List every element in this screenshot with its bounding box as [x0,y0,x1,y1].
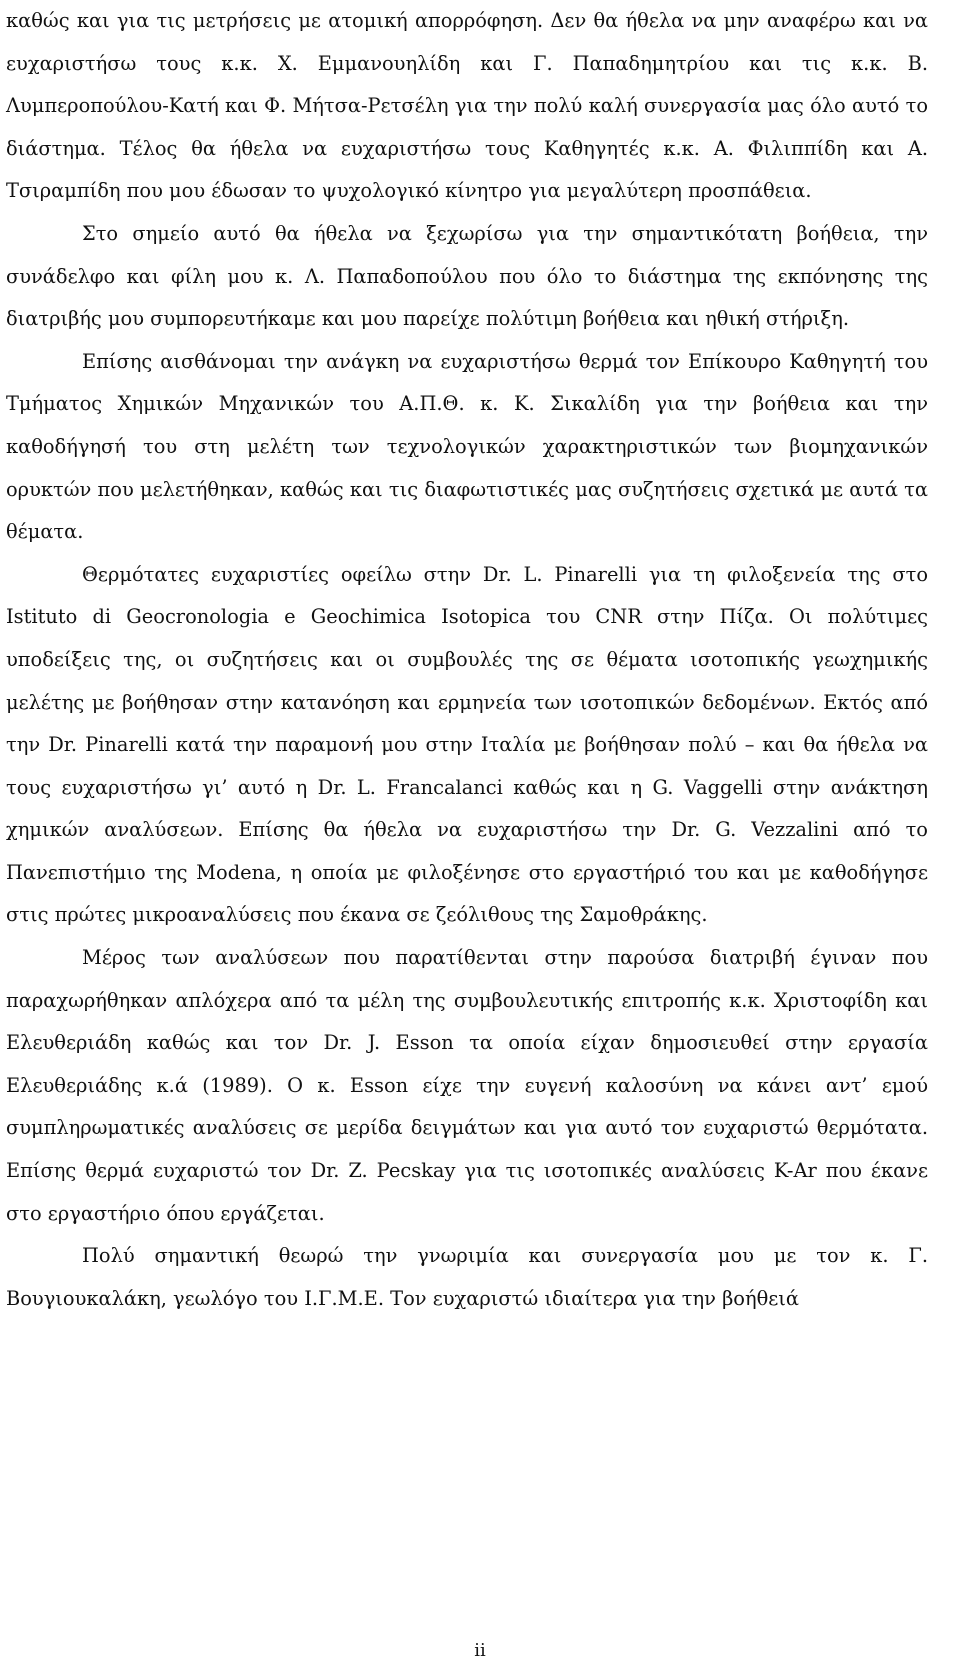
paragraph-sikalidis: Επίσης αισθάνομαι την ανάγκη να ευχαριστήσω θερμά τον Επίκουρο Καθηγητή του Τμήματος Χημικών Μηχανικών του Α.Π.Θ. κ. Κ. Σικαλίδη για την βοήθεια και την καθοδήγησή του στη μελέτη των τεχνολογικών χαρακτηριστικών των βιομηχανικών ορυκτών που μελετήθηκαν, καθώς και τις διαφωτιστικές μας συζητήσεις σχετικά με αυτά τα θέματα. [6,349,928,544]
paragraph-pinarelli: Θερμότατες ευχαριστίες οφείλω στην Dr. L. Pinarelli για τη φιλοξενεία της στο Istituto di Geocronologia e Geochimica Isotopica του CNR στην Πίζα. Οι πολύτιμες υποδείξεις της, οι συζητήσεις και οι συμβουλές της σε θέματα ισοτοπικής γεωχημικής μελέτης με βοήθησαν στην κατανόηση και ερμηνεία των ισοτοπικών δεδομένων. Εκτός από την Dr. Pinarelli κατά την παραμονή μου στην Ιταλία με βοήθησαν πολύ – και θα ήθελα να τους ευχαριστήσω γι’ αυτό η Dr. L. Francalanci καθώς και η G. Vaggelli στην ανάκτηση χημικών αναλύσεων. Επίσης θα ήθελα να ευχαριστήσω την Dr. G. Vezzalini από το Πανεπιστήμιο της Modena, η οποία με φιλοξένησε στο εργαστήριό του και με καθοδήγησε στις πρώτες μικροαναλύσεις που έκανα σε ζεόλιθους της Σαμοθράκης. [6,562,928,927]
paragraph-analyses: Μέρος των αναλύσεων που παρατίθενται στην παρούσα διατριβή έγιναν που παραχωρήθηκαν απλόχερα από τα μέλη της συμβουλευτικής επιτροπής κ.κ. Χριστοφίδη και Ελευθεριάδη καθώς και τον Dr. J. Esson τα οποία είχαν δημοσιευθεί στην εργασία Ελευθεριάδης κ.ά (1989). Ο κ. Esson είχε την ευγενή καλοσύνη να κάνει αντ’ εμού συμπληρωματικές αναλύσεις σε μερίδα δειγμάτων και για αυτό τον ευχαριστώ θερμότατα. Επίσης θερμά ευχαριστώ τον Dr. Z. Pecskay για τις ισοτοπικές αναλύσεις K-Ar που έκανε στο εργαστήριο όπου εργάζεται. [6,946,928,1225]
paragraph-vougioukalakis: Πολύ σημαντική θεωρώ την γνωριμία και συνεργασία μου με τον κ. Γ. Βουγιουκαλάκη, γεωλόγο του Ι.Γ.Μ.Ε. Τον ευχαριστώ ιδιαίτερα για την βοήθειά [6,1244,928,1310]
page-number: ii [474,1640,486,1661]
document-body [6,0,928,1320]
paragraph-papadopoulou: Στο σημείο αυτό θα ήθελα να ξεχωρίσω για την σημαντικότατη βοήθεια, την συνάδελφο και φίλη μου κ. Λ. Παπαδοπούλου που όλο το διάστημα της εκπόνησης της διατριβής μου συμπορευτήκαμε και μου παρείχε πολύτιμη βοήθεια και ηθική στήριξη. [6,221,928,331]
paragraph-continuation: καθώς και για τις μετρήσεις με ατομική απορρόφηση. Δεν θα ήθελα να μην αναφέρω και να ευχαριστήσω τους κ.κ. Χ. Εμμανουηλίδη και Γ. Παπαδημητρίου και τις κ.κ. Β. Λυμπεροπούλου-Κατή και Φ. Μήτσα-Ρετσέλη για την πολύ καλή συνεργασία μας όλο αυτό το διάστημα. Τέλος θα ήθελα να ευχαριστήσω τους Καθηγητές κ.κ. Α. Φιλιππίδη και Α. Τσιραμπίδη που μου έδωσαν το ψυχολογικό κίνητρο για μεγαλύτερη προσπάθεια. [6,9,928,203]
